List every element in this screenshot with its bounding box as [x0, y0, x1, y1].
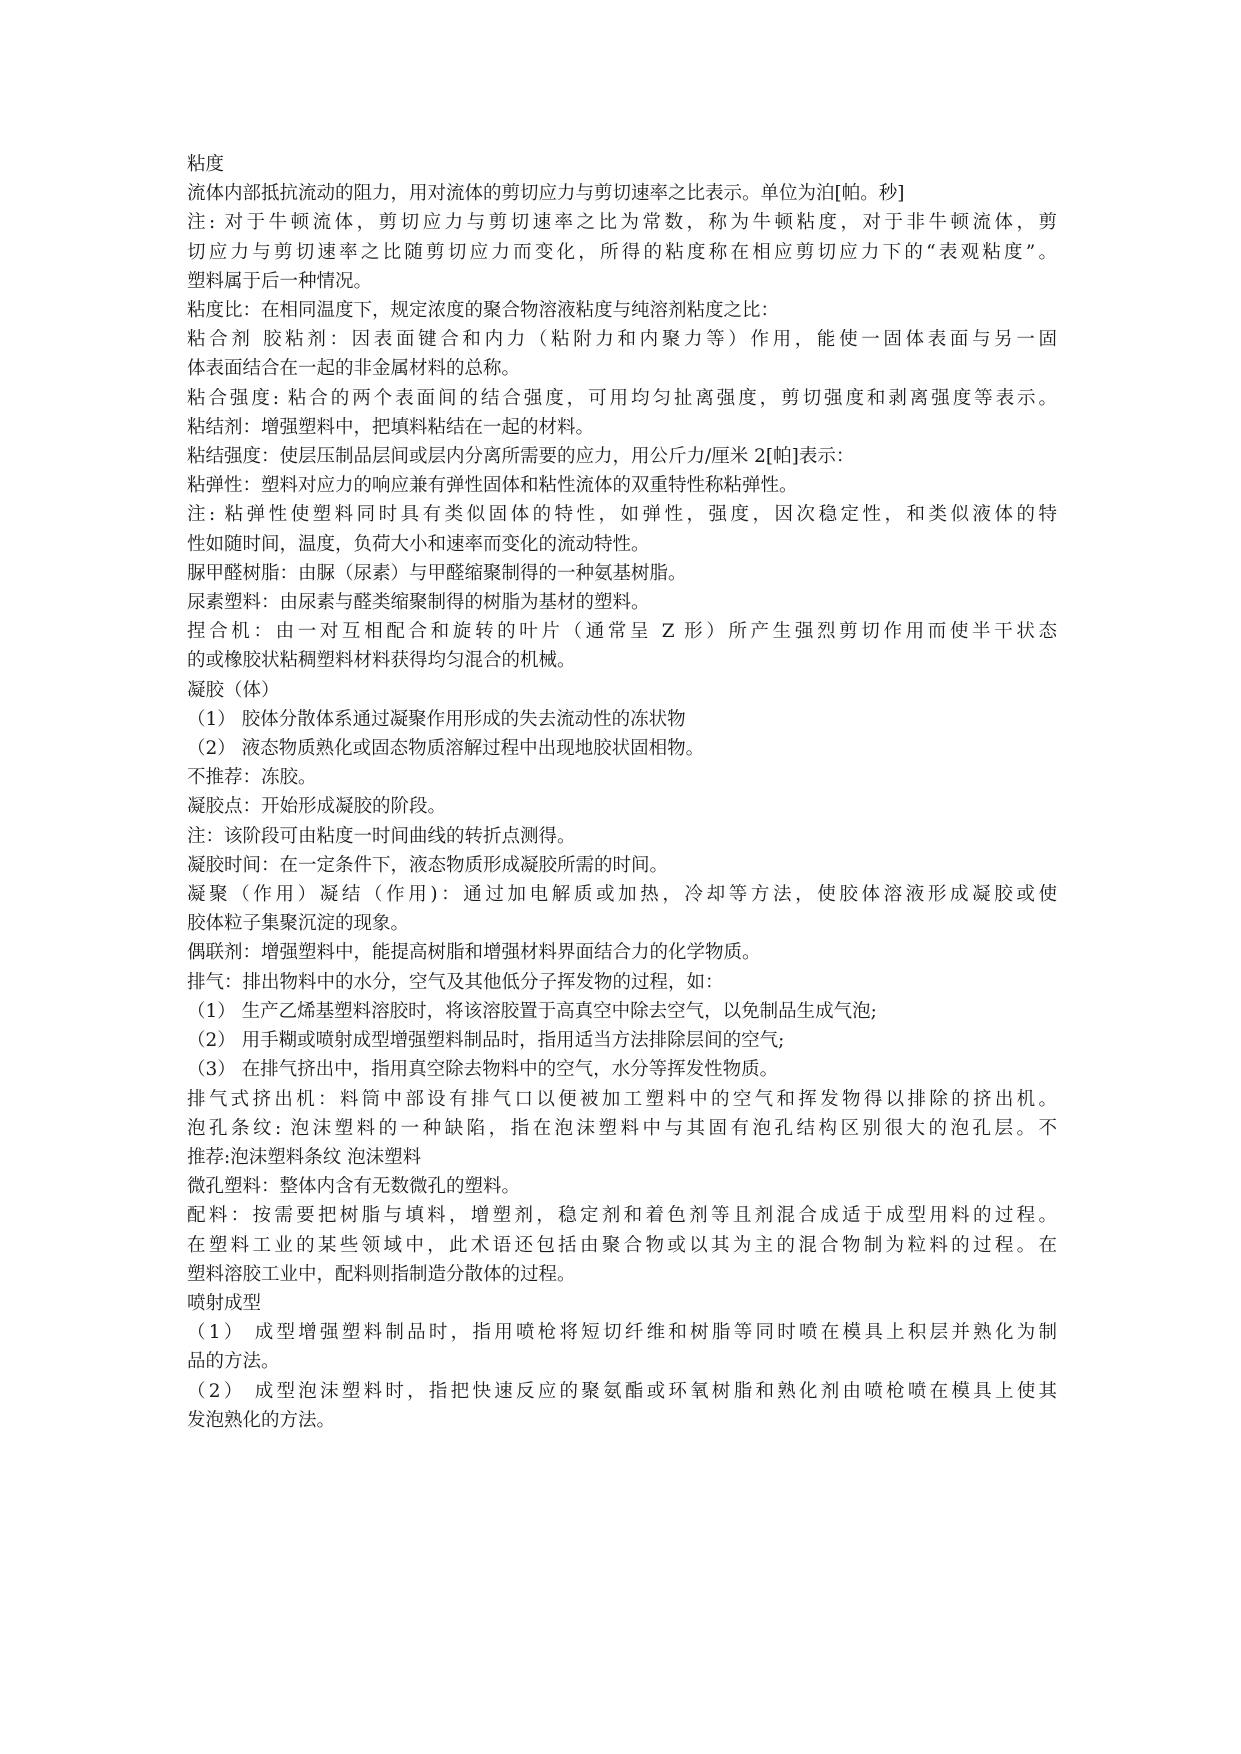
text-line: 切应力与剪切速率之比随剪切应力而变化，所得的粘度称在相应剪切应力下的“表观粘度”。: [187, 241, 1057, 263]
text-line: 凝聚（作用）凝结（作用)：通过加电解质或加热，冷却等方法，使胶体溶液形成凝胶或使: [187, 884, 1057, 906]
text-line: 泡孔条纹: 泡沫塑料的一种缺陷，指在泡沫塑料中与其固有泡孔结构区别很大的泡孔层。不: [187, 1117, 1057, 1139]
list-item: （1） 胶体分散体系通过凝聚作用形成的失去流动性的冻状物: [187, 708, 686, 730]
text-line: 性如随时间，温度，负荷大小和速率而变化的流动特性。: [187, 533, 650, 555]
text-line: 发泡熟化的方法。: [187, 1409, 336, 1431]
text-line: 配料：按需要把树脂与填料，增塑剂，稳定剂和着色剂等且剂混合成适于成型用料的过程。: [187, 1205, 1057, 1227]
heading-spray-molding: 喷射成型: [187, 1292, 262, 1314]
text-line: 粘弹性：塑料对应力的响应兼有弹性固体和粘性流体的双重特性称粘弹性。: [187, 475, 798, 497]
heading-viscosity: 粘度: [187, 154, 225, 175]
text-line: 脲甲醛树脂：由脲（尿素）与甲醛缩聚制得的一种氨基树脂。: [187, 562, 687, 584]
text-line: 注: 对于牛顿流体，剪切应力与剪切速率之比为常数，称为牛顿粘度，对于非牛顿流体，剪: [187, 212, 1057, 234]
text-line: 粘度比：在相同温度下，规定浓度的聚合物溶液粘度与纯溶剂粘度之比：: [187, 300, 780, 322]
text-line: 偶联剂：增强塑料中，能提高树脂和增强材料界面结合力的化学物质。: [187, 942, 761, 964]
text-line: 粘合剂 胶粘剂：因表面键合和内力（粘附力和内聚力等）作用，能使一固体表面与另一固: [187, 329, 1057, 351]
text-line: 体表面结合在一起的非金属材料的总称。: [187, 358, 521, 380]
document-page: [187, 150, 1057, 1435]
text-line: 推荐:泡沫塑料条纹 泡沫塑料: [187, 1146, 422, 1168]
text-line: 粘结剂：增强塑料中，把填料粘结在一起的材料。: [187, 416, 595, 438]
text-line: 凝胶时间：在一定条件下，液态物质形成凝胶所需的时间。: [187, 854, 669, 876]
text-line: 排气式挤出机：料筒中部设有排气口以便被加工塑料中的空气和挥发物得以排除的挤出机。: [187, 1088, 1057, 1110]
text-line: 捏合机：由一对互相配合和旋转的叶片（通常呈 Z 形）所产生强烈剪切作用而使半干状态: [187, 621, 1057, 643]
list-item: （3） 在排气挤出中，指用真空除去物料中的空气，水分等挥发性物质。: [187, 1059, 779, 1081]
text-line: 排气：排出物料中的水分，空气及其他低分子挥发物的过程，如：: [187, 971, 724, 993]
text-line: 品的方法。: [187, 1351, 280, 1373]
text-line: 粘合强度: 粘合的两个表面间的结合强度，可用均匀扯离强度，剪切强度和剥离强度等表示。: [187, 387, 1057, 409]
text-line: 胶体粒子集聚沉淀的现象。: [187, 913, 410, 935]
text-line: 微孔塑料：整体内含有无数微孔的塑料。: [187, 1176, 521, 1198]
heading-gel: 凝胶（体）: [187, 679, 280, 701]
text-line: 流体内部抵抗流动的阻力，用对流体的剪切应力与剪切速率之比表示。单位为泊[帕。秒]: [187, 183, 905, 205]
list-item: （1） 成型增强塑料制品时，指用喷枪将短切纤维和树脂等同时喷在模具上积层并熟化为制: [187, 1322, 1057, 1344]
text-line: 尿素塑料：由尿素与醛类缩聚制得的树脂为基材的塑料。: [187, 592, 650, 614]
text-line: 注: 粘弹性使塑料同时具有类似固体的特性，如弹性，强度，因次稳定性，和类似液体的特: [187, 504, 1057, 526]
text-line: 不推荐：冻胶。: [187, 767, 317, 789]
text-line: 塑料溶胶工业中，配料则指制造分散体的过程。: [187, 1263, 576, 1285]
text-line: 粘结强度：使层压制品层间或层内分离所需要的应力，用公斤力/厘米 2[帕]表示：: [187, 446, 855, 468]
text-line: 的或橡胶状粘稠塑料材料获得均匀混合的机械。: [187, 650, 576, 672]
list-item: （2） 成型泡沫塑料时，指把快速反应的聚氨酯或环氧树脂和熟化剂由喷枪喷在模具上使其: [187, 1380, 1057, 1402]
text-line: 在塑料工业的某些领域中，此术语还包括由聚合物或以其为主的混合物制为粒料的过程。在: [187, 1234, 1057, 1256]
list-item: （2） 用手糊或喷射成型增强塑料制品时，指用适当方法排除层间的空气;: [187, 1030, 785, 1052]
text-line: 注：该阶段可由粘度一时间曲线的转折点测得。: [187, 825, 576, 847]
text-line: 塑料属于后一种情况。: [187, 270, 373, 292]
list-item: （1） 生产乙烯基塑料溶胶时，将该溶胶置于高真空中除去空气，以免制品生成气泡;: [187, 1000, 877, 1022]
list-item: （2） 液态物质熟化或固态物质溶解过程中出现地胶状固相物。: [187, 738, 705, 760]
text-line: 凝胶点：开始形成凝胶的阶段。: [187, 796, 447, 818]
